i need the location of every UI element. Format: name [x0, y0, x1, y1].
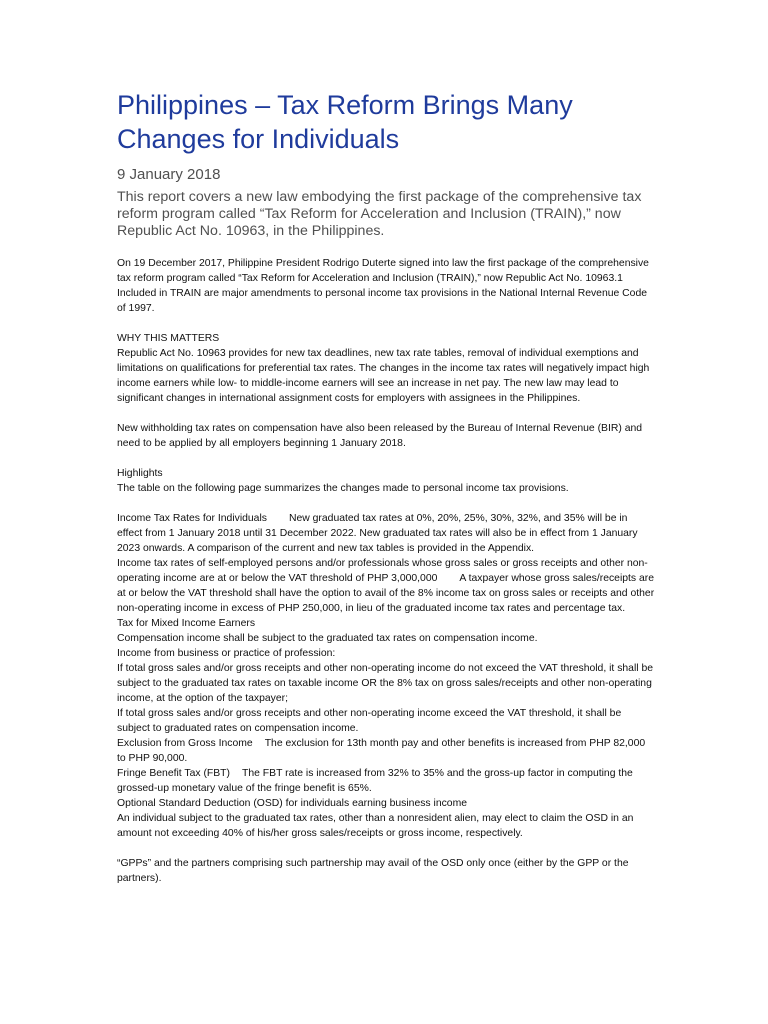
highlights-heading: Highlights: [117, 468, 163, 479]
self-employed-text-a: Income tax rates of self-employed persons and/or professionals whose gross sales or gross receipts and other non-operating income are at or below the VAT threshold of PHP 3,000,000: [117, 558, 648, 584]
mixed-income-heading: Tax for Mixed Income Earners: [117, 618, 256, 629]
fringe-benefit-text: The FBT rate is increased from 32% to 35% and the gross-up factor in computing the grossed-up monetary value of the fringe benefit is 65%.: [117, 768, 633, 794]
income-tax-rates-text: New graduated tax rates at 0%, 20%, 25%, 30%, 32%, and 35% will be in effect from 1 January 2018 until 31 December 2022. New graduated tax rates will also be in effect from 1 January 2023 onwards. A comparison of the current and new tax tables is provided in the Appendix.: [117, 513, 638, 554]
osd-text: An individual subject to the graduated tax rates, other than a nonresident alien, may elect to claim the OSD in an amount not exceeding 40% of his/her gross sales/receipts or gross income, respectively.: [117, 813, 634, 839]
why-this-matters-heading: WHY THIS MATTERS: [117, 333, 220, 344]
exclusion-label: Exclusion from Gross Income: [117, 738, 253, 749]
mixed-income-case-above-threshold: If total gross sales and/or gross receipts and other non-operating income exceed the VAT threshold, it shall be subject to graduated rates on compensation income.: [117, 708, 622, 734]
exclusion-text: The exclusion for 13th month pay and other benefits is increased from PHP 82,000 to PHP 90,000.: [117, 738, 646, 764]
gpp-paragraph: “GPPs” and the partners comprising such partnership may avail of the OSD only once (either by the GPP or the partners).: [117, 858, 629, 884]
publication-date: 9 January 2018: [117, 166, 221, 183]
mixed-income-case-below-threshold: If total gross sales and/or gross receipts and other non-operating income do not exceed the VAT threshold, it shall be subject to the graduated tax rates on taxable income OR the 8% tax on gross sales/receipts and other non-operating income, at the option of the taxpayer;: [117, 663, 654, 704]
intro-summary: This report covers a new law embodying the first package of the comprehensive tax reform program called “Tax Reform for Acceleration and Inclusion (TRAIN),” now Republic Act No. 10963, in the Philippines.: [117, 189, 642, 239]
fringe-benefit-paragraph: [117, 766, 655, 796]
mixed-income-compensation: Compensation income shall be subject to the graduated tax rates on compensation income.: [117, 633, 538, 644]
paragraph-train-signing: On 19 December 2017, Philippine President Rodrigo Duterte signed into law the first package of the comprehensive tax reform program called “Tax Reform for Acceleration and Inclusion (TRAIN),” now Republic Act No. 10963.1 Included in TRAIN are major amendments to personal income tax provisions in the National Internal Revenue Code of 1997.: [117, 258, 649, 314]
exclusion-paragraph: [117, 736, 655, 766]
why-this-matters-text: Republic Act No. 10963 provides for new tax deadlines, new tax rate tables, removal of individual exemptions and limitations on qualifications for preferential tax rates. The changes in the income tax rates will negatively impact high income earners while low- to middle-income earners will see an increase in net pay. The new law may lead to significant changes in international assignment costs for employers with assignees in the Philippines.: [117, 348, 650, 404]
highlights-text: The table on the following page summarizes the changes made to personal income tax provisions.: [117, 483, 569, 494]
self-employed-text-b: A taxpayer whose gross sales/receipts are at or below the VAT threshold shall have the option to avail of the 8% income tax on gross sales or receipts and other non-operating income in excess of PHP 250,000, in lieu of the graduated income tax rates and percentage tax.: [117, 573, 655, 614]
report-body: [117, 256, 655, 886]
fringe-benefit-label: Fringe Benefit Tax (FBT): [117, 768, 230, 779]
income-tax-rates-paragraph: [117, 511, 655, 556]
mixed-income-business: Income from business or practice of profession:: [117, 648, 336, 659]
page-title: Philippines – Tax Reform Brings Many Changes for Individuals: [117, 90, 573, 154]
osd-heading: Optional Standard Deduction (OSD) for individuals earning business income: [117, 798, 468, 809]
income-tax-rates-label: Income Tax Rates for Individuals: [117, 513, 267, 524]
withholding-paragraph: New withholding tax rates on compensation have also been released by the Bureau of Internal Revenue (BIR) and need to be applied by all employers beginning 1 January 2018.: [117, 423, 643, 449]
self-employed-paragraph: [117, 556, 655, 616]
